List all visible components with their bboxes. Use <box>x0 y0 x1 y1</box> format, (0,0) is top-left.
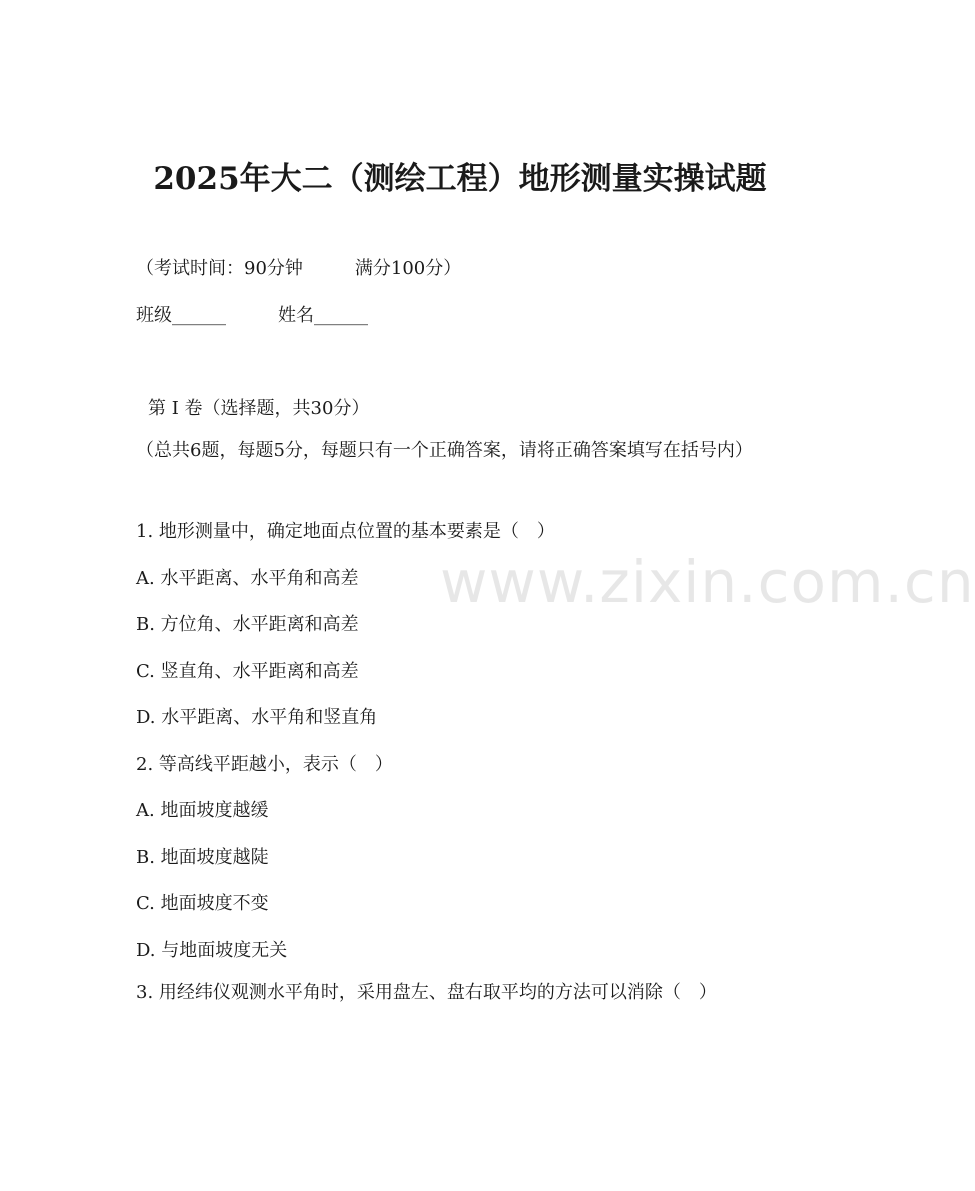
section-heading: 第 I 卷（选择题，共30分） <box>148 398 370 419</box>
question-option: C. 地面坡度不变 <box>136 893 269 914</box>
question-stem: 1. 地形测量中，确定地面点位置的基本要素是（ ） <box>136 521 555 542</box>
class-field: 班级______ <box>136 305 226 326</box>
exam-time: （考试时间：90分钟 <box>136 258 303 279</box>
question-option: D. 与地面坡度无关 <box>136 940 288 961</box>
question-option: B. 地面坡度越陡 <box>136 847 269 868</box>
question-stem: 2. 等高线平距越小，表示（ ） <box>136 754 393 775</box>
question-option: B. 方位角、水平距离和高差 <box>136 614 359 635</box>
page-title: 2025年大二（测绘工程）地形测量实操试题 <box>153 161 767 197</box>
student-info <box>136 301 368 327</box>
section-instruction: （总共6题，每题5分，每题只有一个正确答案，请将正确答案填写在括号内） <box>136 440 753 461</box>
question-option: A. 地面坡度越缓 <box>136 800 269 821</box>
name-field: 姓名______ <box>278 305 368 326</box>
exam-score: 满分100分） <box>354 258 462 279</box>
question-stem: 3. 用经纬仪观测水平角时，采用盘左、盘右取平均的方法可以消除（ ） <box>136 982 717 1003</box>
watermark: www.zixin.com.cn <box>440 548 975 616</box>
question-option: C. 竖直角、水平距离和高差 <box>136 661 359 682</box>
question-option: D. 水平距离、水平角和竖直角 <box>136 707 378 728</box>
exam-info <box>136 254 461 280</box>
question-option: A. 水平距离、水平角和高差 <box>136 568 359 589</box>
